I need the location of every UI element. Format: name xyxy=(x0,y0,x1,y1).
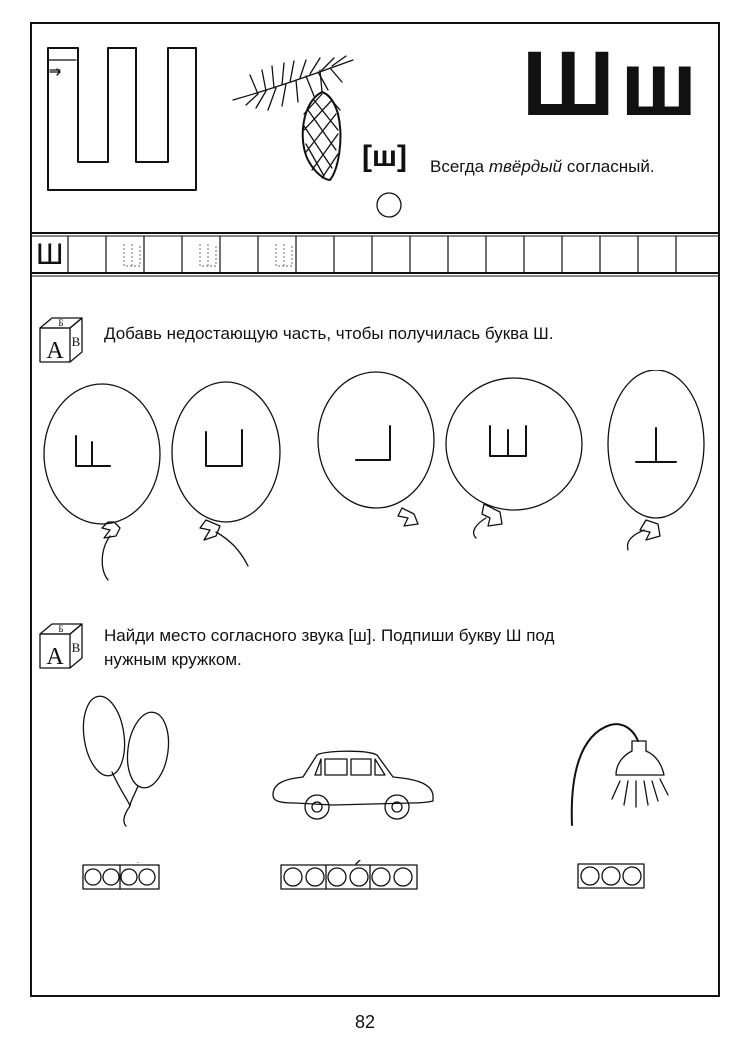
task2-line1: Найди место согласного звука [ш]. Подпиши букву Ш под xyxy=(104,626,555,645)
balloon-1 xyxy=(44,384,160,580)
balloon-3 xyxy=(318,372,434,526)
note-suffix: согласный. xyxy=(562,157,655,176)
task2-instruction xyxy=(104,624,554,672)
sound-scheme-shower xyxy=(577,863,645,889)
cube2-top-letter: Б xyxy=(58,624,64,634)
cube-side-letter: В xyxy=(71,334,81,349)
balloons-picture xyxy=(74,690,184,830)
balloons-task xyxy=(30,370,720,590)
cube-top-letter: Б xyxy=(58,318,64,328)
cube-front-letter: А xyxy=(46,338,64,364)
sound-scheme-balloons xyxy=(82,862,162,890)
sound-brackets: [ш] xyxy=(362,140,407,173)
sound-circle xyxy=(374,190,404,220)
page-number: 82 xyxy=(354,1012,376,1032)
cube2-side-letter: В xyxy=(71,640,81,655)
note-prefix: Всегда xyxy=(430,157,489,176)
big-letters-sha: Шш xyxy=(522,33,704,135)
cube2-front-letter: А xyxy=(46,644,64,670)
copybook-sample-letter: Ш xyxy=(36,238,64,271)
pine-branch-cone-picture xyxy=(228,30,358,190)
outline-letter-sha xyxy=(40,40,200,195)
balloon-4 xyxy=(446,378,582,538)
balloon-2 xyxy=(172,382,280,566)
abc-cube-icon xyxy=(36,314,86,366)
shower-picture xyxy=(560,715,680,835)
note-emphasis: твёрдый xyxy=(488,157,563,176)
car-picture xyxy=(265,745,440,830)
balloon-5 xyxy=(608,370,704,550)
task2-line2: нужным кружком. xyxy=(104,650,242,669)
task1-instruction: Добавь недостающую часть, чтобы получилась буква Ш. xyxy=(104,324,554,343)
consonant-note xyxy=(430,157,655,177)
copybook-line xyxy=(30,232,720,280)
abc-cube-icon-2 xyxy=(36,620,86,672)
sound-scheme-car xyxy=(280,860,418,890)
